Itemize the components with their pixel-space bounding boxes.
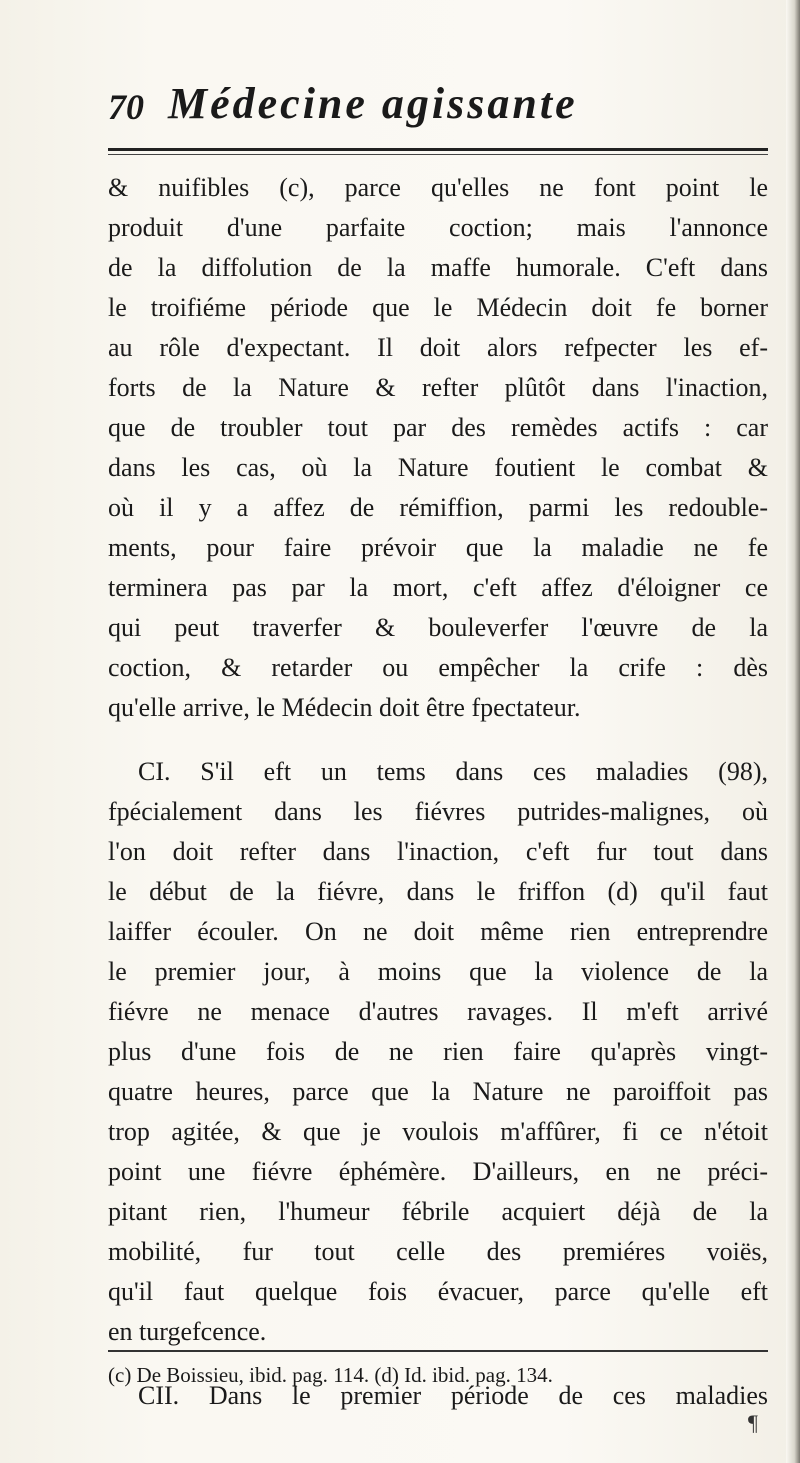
text-line: fpécialement dans les fiévres putrides-malignes, où: [108, 797, 768, 826]
text-line: en turgefcence.: [108, 1317, 267, 1346]
paragraph-1: [108, 168, 768, 728]
text-line: le troifiéme période que le Médecin doit fe borner: [108, 293, 768, 322]
text-line: CI. S'il eft un tems dans ces maladies (98),: [138, 757, 768, 786]
footnotes: (c) De Boissieu, ibid. pag. 114. (d) Id. ibid. pag. 134.: [108, 1363, 553, 1387]
text-line: qu'il faut quelque fois évacuer, parce qu'elle eft: [108, 1277, 768, 1306]
text-line: coction, & retarder ou empêcher la crife : dès: [108, 653, 768, 682]
text-line: le premier jour, à moins que la violence de la: [108, 957, 768, 986]
text-line: terminera pas par la mort, c'eft affez d'éloigner ce: [108, 573, 768, 602]
text-line: trop agitée, & que je voulois m'affûrer, fi ce n'étoit: [108, 1117, 768, 1146]
text-line: de la diffolution de la maffe humorale. C'eft dans: [108, 253, 768, 282]
text-line: où il y a affez de rémiffion, parmi les redouble-: [108, 493, 768, 522]
header-rule: [108, 148, 768, 151]
running-title: Médecine agissante: [168, 79, 578, 128]
text-line: qui peut traverfer & bouleverfer l'œuvre de la: [108, 613, 768, 642]
text-line: plus d'une fois de ne rien faire qu'après vingt-: [108, 1037, 768, 1066]
text-line: ments, pour faire prévoir que la maladie ne fe: [108, 533, 768, 562]
text-line: mobilité, fur tout celle des premiéres voiës,: [108, 1237, 768, 1266]
header-rule-thin: [108, 154, 768, 155]
text-line: l'on doit refter dans l'inaction, c'eft fur tout dans: [108, 837, 768, 866]
text-line: CII. Dans le premier période de ces maladies: [138, 1381, 768, 1410]
text-line: dans les cas, où la Nature foutient le combat &: [108, 453, 768, 482]
page-number: 70: [108, 87, 144, 127]
body-text: [108, 168, 768, 1416]
text-line: point une fiévre éphémère. D'ailleurs, en ne préci-: [108, 1157, 768, 1186]
text-line: pitant rien, l'humeur fébrile acquiert déjà de la: [108, 1197, 768, 1226]
text-line: forts de la Nature & refter plûtôt dans l'inaction,: [108, 373, 768, 402]
page-edge-shadow: [786, 0, 800, 1463]
footnote-rule: [108, 1350, 768, 1352]
page-header: [108, 78, 768, 138]
text-line: quatre heures, parce que la Nature ne paroiffoit pas: [108, 1077, 768, 1106]
text-line: le début de la fiévre, dans le friffon (d) qu'il faut: [108, 877, 768, 906]
text-line: que de troubler tout par des remèdes actifs : car: [108, 413, 768, 442]
paragraph-2: [108, 752, 768, 1352]
corner-mark: ¶: [748, 1410, 758, 1435]
text-line: laiffer écouler. On ne doit même rien entreprendre: [108, 917, 768, 946]
text-line: & nuifibles (c), parce qu'elles ne font point le: [108, 173, 768, 202]
text-line: produit d'une parfaite coction; mais l'annonce: [108, 213, 768, 242]
text-line: fiévre ne menace d'autres ravages. Il m'eft arrivé: [108, 997, 768, 1026]
text-line: au rôle d'expectant. Il doit alors refpecter les ef-: [108, 333, 768, 362]
text-line: qu'elle arrive, le Médecin doit être fpectateur.: [108, 693, 581, 722]
